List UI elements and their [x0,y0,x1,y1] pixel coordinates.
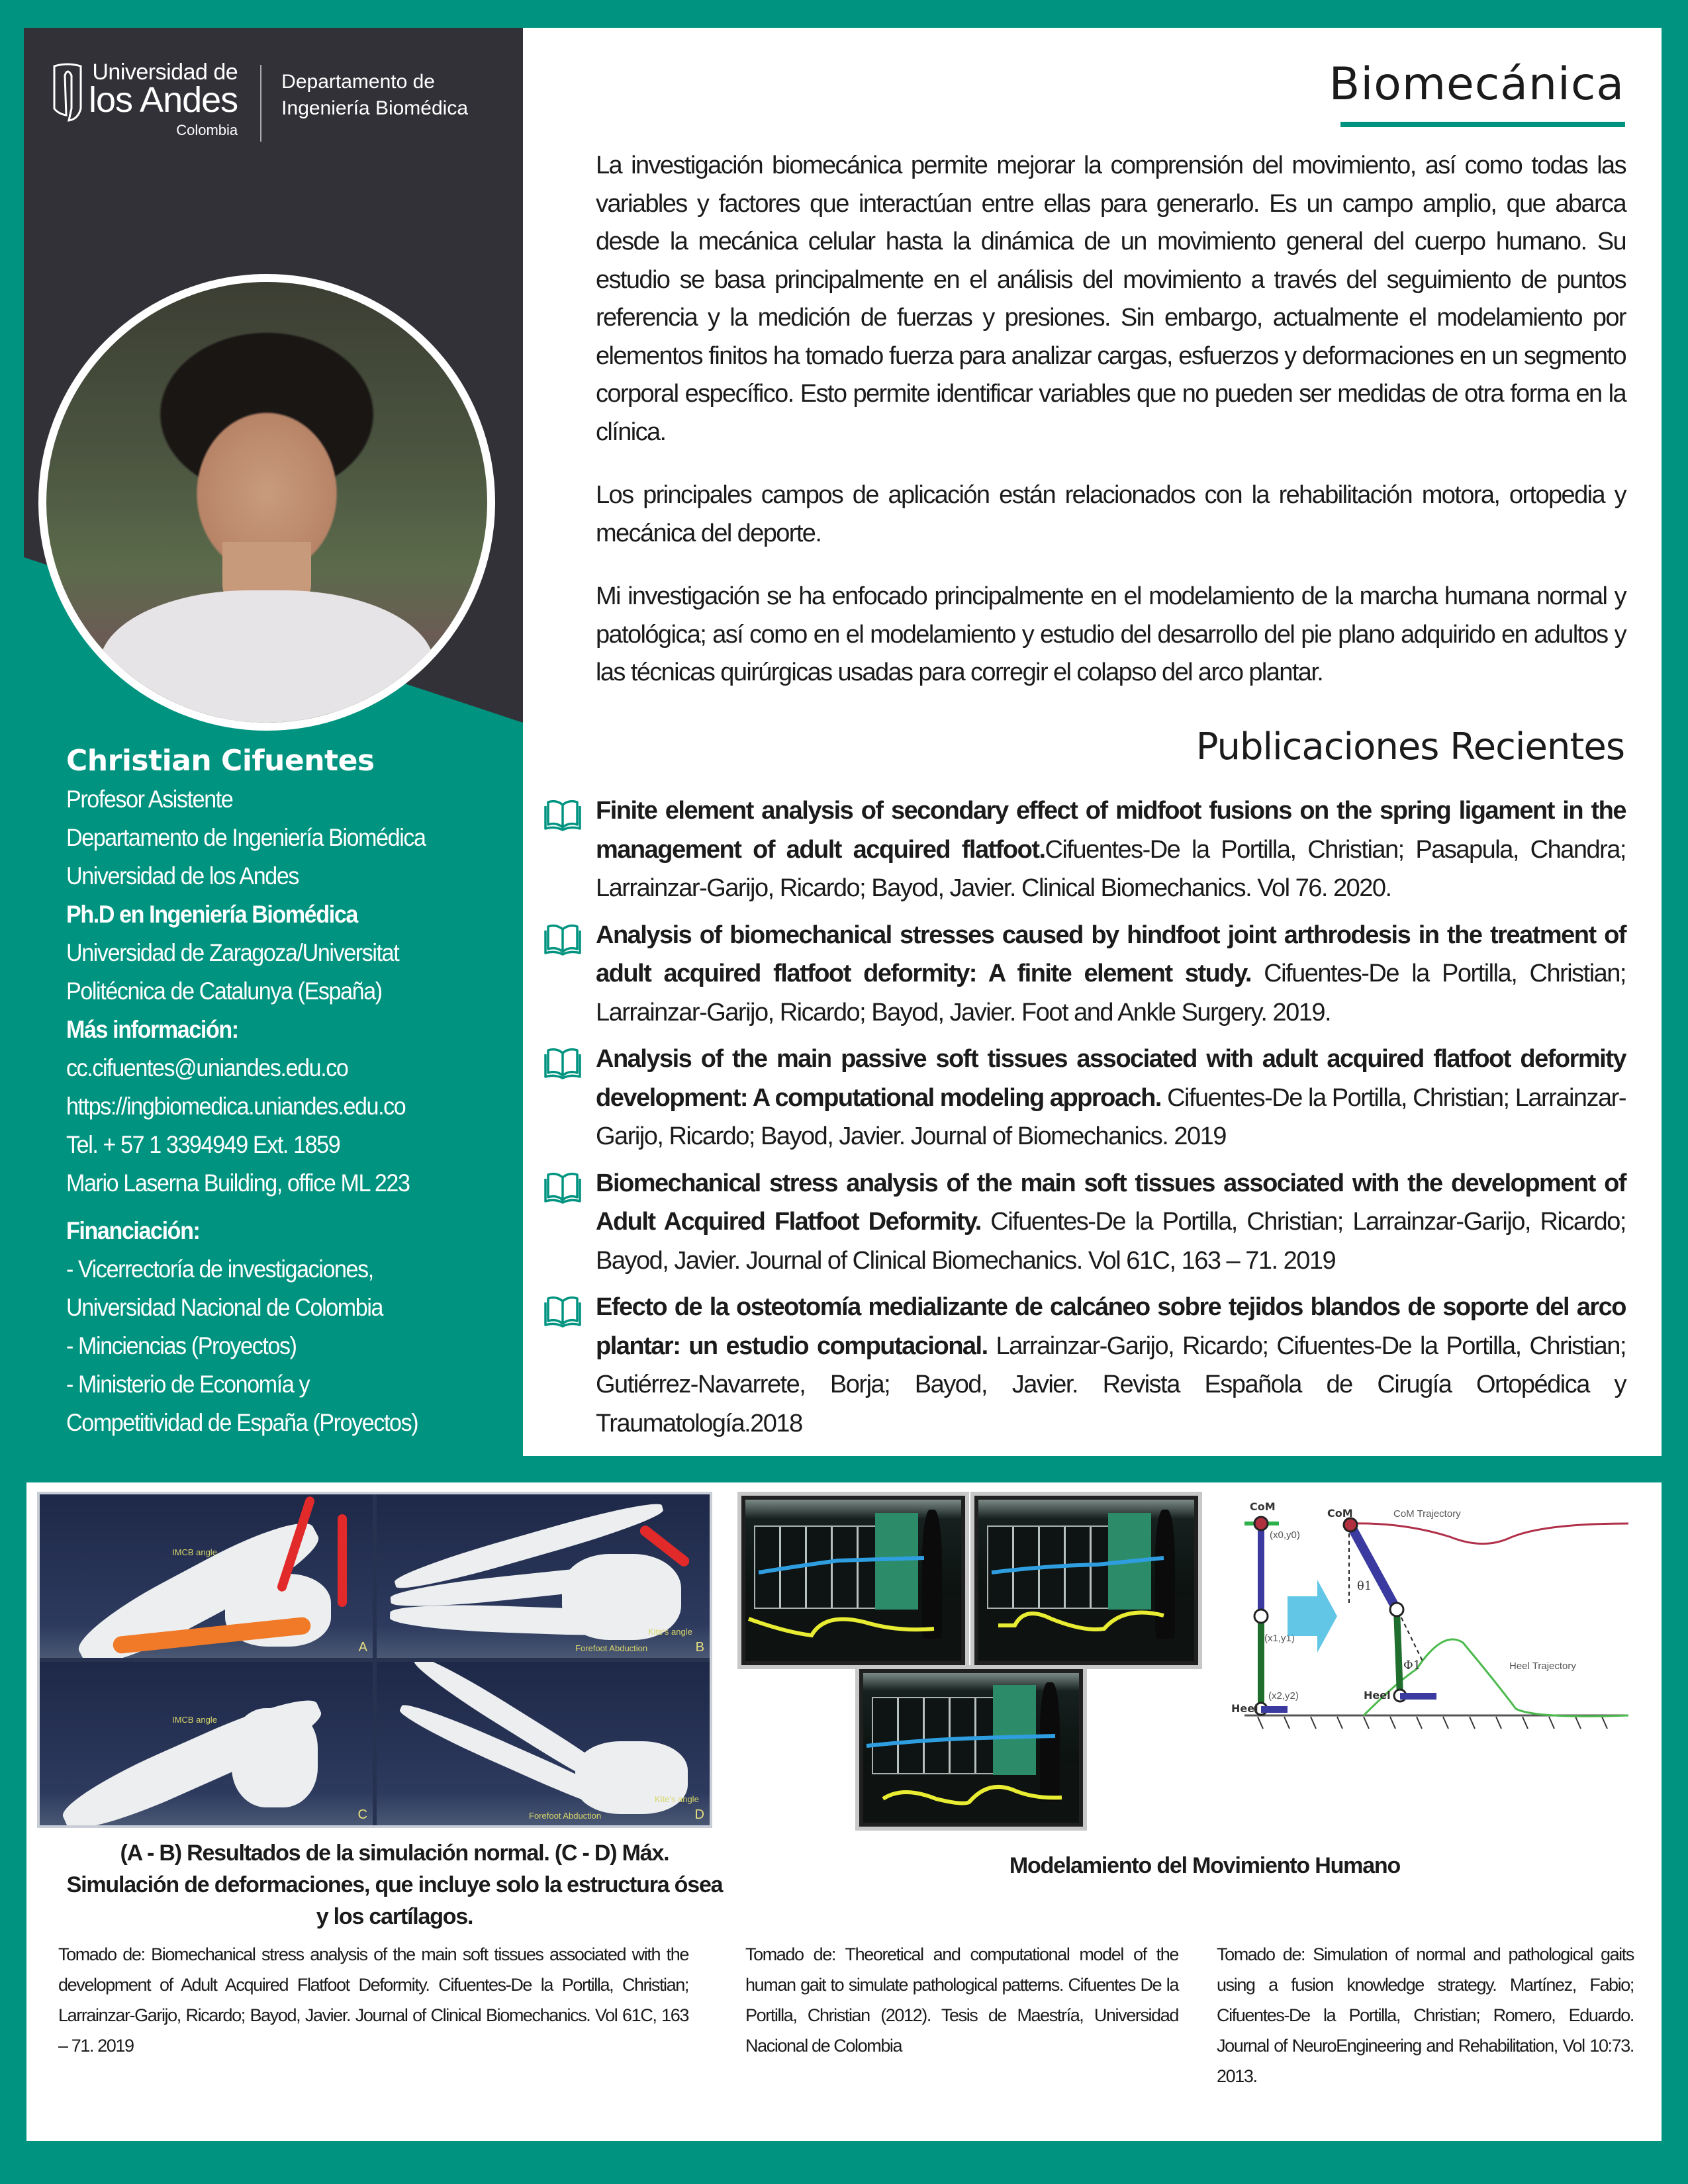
intro-paragraph: Mi investigación se ha enfocado principalmente en el modelamiento de la marcha humana normal y patológica; así como en el modelamiento y estudio del desarrollo del pie plano adquirido en adultos y las técnicas quirúrgicas usadas para corregir el colapso del arco plantar. [596,582,1626,686]
point-label: (x0,y0) [1270,1529,1300,1541]
profile-name: Christian Cifuentes [66,744,375,778]
foot-bone [232,1708,318,1807]
heel-trajectory-label: Heel Trajectory [1509,1661,1576,1672]
contact-heading: Más información: [66,1016,238,1043]
thigh-segment [1350,1525,1397,1610]
funding-item: Universidad Nacional de Colombia [66,1294,383,1321]
publication-details: Larrainzar-Garijo, Ricardo; Cifuentes-De la Portilla, Christian; Gutiérrez-Navarrete, Borja; Bayod, Javier. Revista Española de Cirugía Ortopédica y Traumatología.2018 [596,1332,1626,1437]
email-link[interactable]: cc.cifuentes@uniandes.edu.co [66,1054,348,1081]
phi-label: Φ1 [1403,1659,1421,1672]
shank-segment [1397,1610,1400,1696]
publication-title: Biomechanical stress analysis of the main soft tissues associated with the development of Adult Acquired Flatfoot Deformity. [596,1169,1626,1236]
panel-letter: D [694,1807,704,1822]
book-icon [543,1044,583,1083]
publications-title: Publicaciones Recientes [1196,725,1624,768]
funding-item: - Minciencias (Proyectos) [66,1332,297,1359]
ground-hatching [1258,1717,1607,1729]
profile-degree: Ph.D en Ingeniería Biomédica [66,901,357,928]
knee-joint [1390,1603,1403,1616]
book-icon [543,920,583,960]
com-trajectory-curve [1350,1524,1628,1544]
panel-annotation: Forefoot Abduction [575,1643,648,1653]
gait-kinematic-model [1231,1497,1635,1749]
point-label: (x1,y1) [1264,1633,1295,1644]
panel-annotation: Kite's angle [655,1794,699,1804]
foot-simulation-figure [37,1492,712,1828]
title-underline [1340,122,1625,127]
panel-annotation: Forefoot Abduction [529,1811,602,1821]
trajectory-overlay [978,1500,1194,1661]
profile-photo [38,274,495,731]
intro-paragraph: Los principales campos de aplicación están relacionados con la rehabilitación motora, ortopedia y mecánica del deporte. [596,481,1626,547]
panel-letter: A [358,1640,367,1655]
publication-item[interactable] [543,916,1626,1032]
profile-info [66,744,516,1442]
uniandes-shield-icon [52,62,83,122]
foot-panel-a [40,1494,373,1658]
university-name-line2: los Andes [89,80,238,120]
phone-number[interactable]: Tel. + 57 1 3394949 Ext. 1859 [66,1131,340,1158]
com-label: CoM [1250,1500,1276,1513]
book-icon [543,1168,583,1208]
publication-title: Finite element analysis of secondary effect of midfoot fusions on the spring ligament in the management of adult acquired flatfoot. [596,797,1626,864]
gait-frame [859,1669,1083,1827]
foot-panel-c [40,1662,373,1825]
heel-trajectory-curve [1364,1639,1628,1716]
panel-annotation: IMCB angle [172,1715,217,1725]
thigh-extension [1398,1611,1423,1662]
publication-item[interactable] [543,792,1626,908]
panel-annotation: IMCB angle [172,1547,217,1557]
publication-item[interactable] [543,1288,1626,1443]
publications-list [543,792,1626,1451]
gait-capture-frames [736,1490,1203,1821]
publication-item[interactable] [543,1040,1626,1156]
gait-frame [974,1496,1198,1665]
panel-letter: C [357,1807,367,1822]
theta-label: θ1 [1357,1579,1372,1593]
funding-item: Competitividad de España (Proyectos) [66,1409,418,1436]
heel-label: Heel [1364,1689,1391,1702]
intro-text [596,147,1626,717]
publication-details: Cifuentes-De la Portilla, Christian; Larrainzar-Garijo, Ricardo; Bayod, Javier. Journal of Biomechanics. 2019 [596,1083,1626,1150]
profile-degree-institution-1: Universidad de Zaragoza/Universitat [66,939,399,966]
transition-arrow-icon [1288,1580,1337,1653]
funding-item: - Ministerio de Economía y [66,1371,310,1398]
publication-details: Cifuentes-De la Portilla, Christian; Larrainzar-Garijo, Ricardo; Bayod, Javier. Foot and Ankle Surgery. 2019. [596,960,1626,1026]
website-link[interactable]: https://ingbiomedica.uniandes.edu.co [66,1093,406,1120]
com-joint [1254,1517,1268,1530]
publication-title: Analysis of biomechanical stresses caused by hindfoot joint arthrodesis in the treatment of adult acquired flatfoot deformity: A finite element study. [596,921,1626,987]
gait-figure-caption: Modelamiento del Movimiento Humano [1009,1853,1401,1878]
book-icon [543,796,583,835]
university-country: Colombia [176,122,238,138]
publication-title: Analysis of the main passive soft tissues associated with adult acquired flatfoot deformity development: A computational modeling approach. [596,1045,1626,1112]
publication-item[interactable] [543,1164,1626,1281]
knee-joint [1254,1610,1268,1623]
funding-heading: Financiación: [66,1217,200,1244]
thigh-segment [1258,1524,1264,1616]
com-joint [1344,1518,1357,1531]
profile-degree-institution-2: Politécnica de Catalunya (España) [66,978,382,1005]
publication-title: Efecto de la osteotomía medializante de calcáneo sobre tejidos blandos de soporte del arco plantar: un estudio computacional. [596,1293,1626,1360]
trajectory-overlay [745,1500,961,1661]
profile-role: Profesor Asistente [66,786,233,813]
office-location: Mario Laserna Building, office ML 223 [66,1169,410,1197]
foot-segment [1261,1706,1288,1713]
logo-divider [260,65,261,142]
foot-segment [1400,1693,1436,1700]
intro-paragraph: La investigación biomecánica permite mejorar la comprensión del movimiento, así como todas las variables y factores que interactúan entre ellas para generarlo. Es un campo amplio, que abarca desde la mecánica celular hasta la dinámica de un movimiento general del cuerpo humano. Su estudio se basa principalmente en el análisis del movimiento a través del seguimiento de puntos referencia y la medición de fuerzas y presiones. Sin embargo, actualmente el modelamiento por elementos finitos ha tomado fuerza para analizar cargas, esfuerzos y deformaciones en un segmento corporal específico. Esto permite identificar variables que no pueden ser medidas de otra forma en la clínica. [596,152,1626,446]
panel-letter: B [695,1640,704,1655]
figure-credit: Tomado de: Simulation of normal and pathological gaits using a fusion knowledge strategy. Martínez, Fabio; Cifuentes-De la Portilla, Christian; Romero, Eduardo. Journal of NeuroEngineering and Rehabilitation, Vol 10:73. 2013. [1217,1944,1634,2086]
publication-details: Cifuentes-De la Portilla, Christian; Pasapula, Chandra; Larrainzar-Garijo, Ricardo; Bayod, Javier. Clinical Biomechanics. Vol 76. 2020. [596,835,1626,902]
point-label: (x2,y2) [1268,1690,1299,1702]
figure-credit: Tomado de: Biomechanical stress analysis of the main soft tissues associated with the development of Adult Acquired Flatfoot Deformity. Cifuentes-De la Portilla, Christian; Larrainzar-Garijo, Ricardo; Bayod, Javier. Journal of Clinical Biomechanics. Vol 61C, 163 – 71. 2019 [58,1944,688,2056]
shank-segment [1258,1616,1264,1709]
publication-details: Cifuentes-De la Portilla, Christian; Larrainzar-Garijo, Ricardo; Bayod, Javier. Journal of Clinical Biomechanics. Vol 61C, 163 – 71. 2019 [596,1208,1626,1275]
book-icon [543,1292,583,1332]
photo-shirt [99,590,434,731]
heel-label: Heel [1231,1702,1258,1715]
tendon [338,1514,347,1607]
profile-department: Departamento de Ingeniería Biomédica [66,824,426,851]
university-name-line1: Universidad de [92,60,238,85]
panel-annotation: Kite's angle [648,1627,692,1637]
gait-frame [741,1496,965,1665]
foot-panel-d [377,1662,710,1825]
page-title: Biomecánica [1329,58,1624,111]
profile-university: Universidad de los Andes [66,862,299,889]
foot-panel-b [377,1494,710,1658]
department-line1: Departamento de [281,71,435,93]
funding-item: - Vicerrectoría de investigaciones, [66,1255,373,1283]
foot-figure-caption: (A - B) Resultados de la simulación normal. (C - D) Máx. Simulación de deformaciones, que incluye solo la estructura ósea y los cartílagos. [66,1841,723,1929]
com-trajectory-label: CoM Trajectory [1393,1508,1461,1520]
figure-credit: Tomado de: Theoretical and computational model of the human gait to simulate pathological patterns. Cifuentes De la Portilla, Christian (2012). Tesis de Maestría, Universidad Nacional de Colombia [745,1944,1178,2056]
com-label: CoM [1327,1507,1353,1520]
department-line2: Ingeniería Biomédica [281,97,469,119]
trajectory-overlay [863,1673,1079,1823]
university-logo[interactable] [52,61,468,140]
